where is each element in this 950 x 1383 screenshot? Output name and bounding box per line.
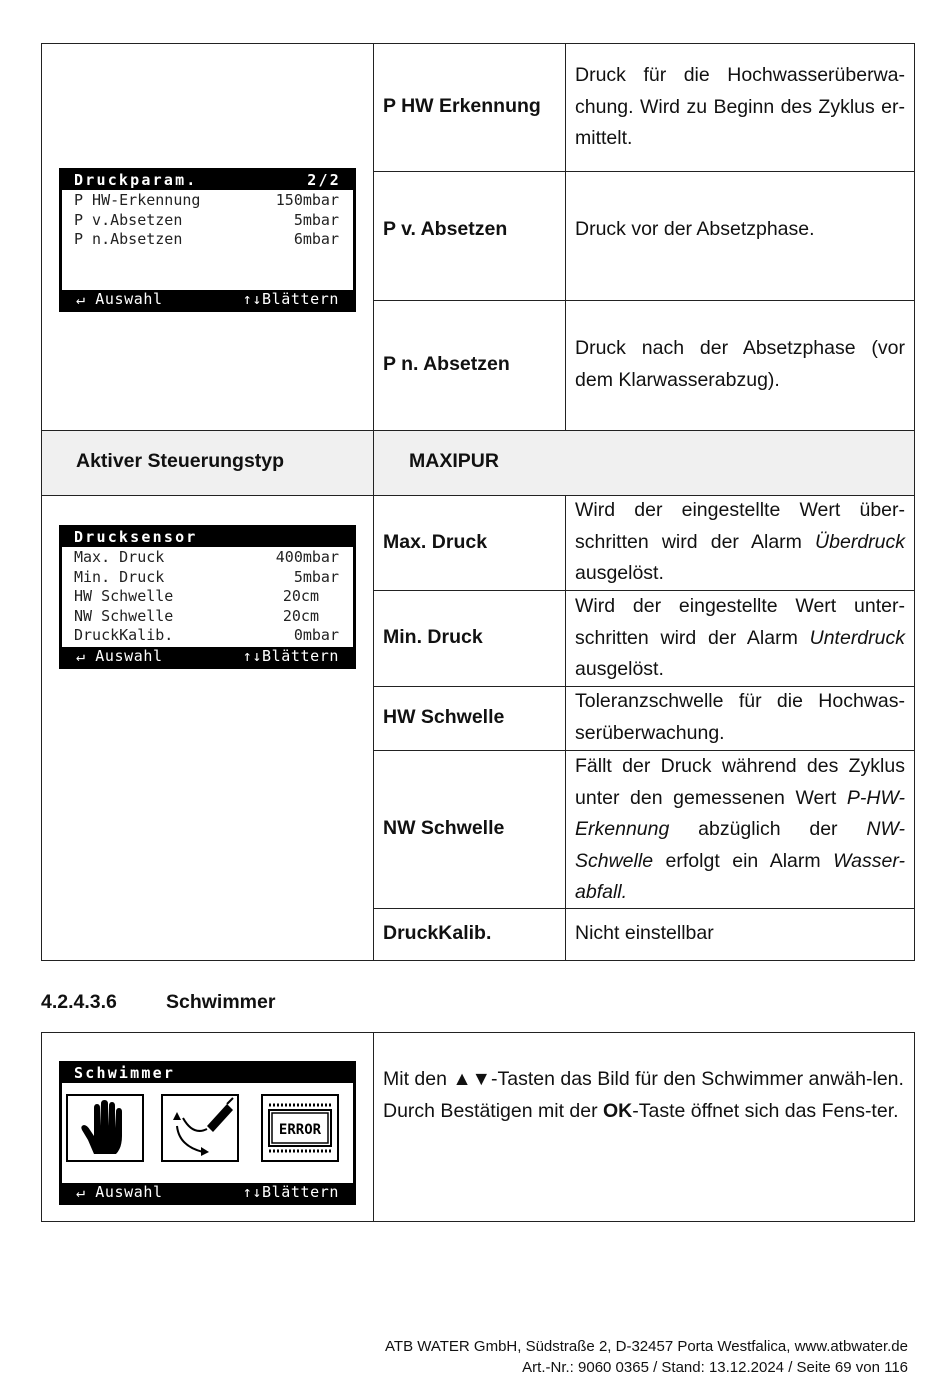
row-label: DruckKalib. (74, 626, 174, 645)
param-desc: Fällt der Druck während des Zyklus unter den gemessenen Wert P-HW-Erkennung abzüglich der NW-Schwelle erfolgt ein Alarm Wasser-abfall. (575, 755, 905, 903)
screen-footer (62, 290, 353, 309)
table-border-bottom (41, 1221, 915, 1222)
row-sep (373, 171, 915, 172)
screen-footer (62, 1183, 353, 1202)
param-name: P n. Absetzen (383, 353, 510, 375)
footer-select-hint: ↵ Auswahl (76, 290, 163, 308)
col-sep-1 (373, 43, 374, 961)
screen-row (74, 626, 339, 646)
section-number: 4.2.4.3.6 (41, 991, 117, 1013)
screen-row (74, 191, 339, 211)
screen-row (74, 568, 339, 588)
param-desc: Toleranzschwelle für die Hochwas-serüberwachung. (575, 690, 905, 744)
description-line-1: Mit den ▲▼-Tasten das Bild für den Schwimmer anwäh-len. (383, 1068, 904, 1090)
screen-row (74, 230, 339, 250)
section-title: Schwimmer (166, 991, 276, 1013)
row-value: 5mbar (293, 210, 339, 229)
steuerungstyp-label: Aktiver Steuerungstyp (76, 450, 285, 472)
screen-header (62, 1064, 353, 1083)
table-border-top (41, 1032, 915, 1033)
row-label: Min. Druck (74, 567, 165, 586)
screen-title: Druckparam. (74, 171, 198, 189)
row-label: HW Schwelle (74, 587, 174, 606)
table-border-top (41, 43, 915, 44)
param-name: Min. Druck (383, 626, 483, 648)
error-label: ERROR (278, 1122, 322, 1138)
schwimmer-screen (59, 1061, 356, 1205)
table-border-left (41, 43, 42, 961)
screen-footer (62, 647, 353, 666)
row-label: NW Schwelle (74, 606, 174, 625)
row-value: 0mbar (293, 626, 339, 645)
screen-page: 2/2 (307, 171, 341, 189)
row-value: 20cm (282, 587, 319, 606)
screen-title: Drucksensor (74, 528, 198, 546)
row-value: 6mbar (293, 230, 339, 249)
param-desc: Wird der eingestellte Wert unter-schritten wird der Alarm Unterdruck ausgelöst. (575, 595, 905, 680)
col-sep-2a (565, 43, 566, 431)
param-desc: Druck nach der Absetzphase (vor dem Klarwasserabzug). (575, 337, 905, 391)
footer-page-info: Art.-Nr.: 9060 0365 / Stand: 13.12.2024 / Seite 69 von 116 (522, 1359, 908, 1376)
screen-title: Schwimmer (74, 1064, 176, 1082)
row-label: P v.Absetzen (74, 210, 183, 229)
screen-row (74, 607, 319, 627)
drucksensor-screen (59, 525, 356, 669)
param-name: DruckKalib. (383, 922, 492, 944)
row-value: 5mbar (293, 567, 339, 586)
error-icon (261, 1094, 339, 1162)
row-sep (373, 300, 915, 301)
param-desc: Druck vor der Absetzphase. (575, 218, 815, 240)
steuerungstyp-value: MAXIPUR (409, 450, 499, 472)
druckparam-screen (59, 168, 356, 312)
row-value: 150mbar (275, 191, 339, 209)
param-desc: Nicht einstellbar (575, 922, 714, 944)
row-sep (41, 430, 915, 431)
row-label: Max. Druck (74, 548, 165, 566)
row-value: 400mbar (275, 548, 339, 566)
col-sep-2b (565, 495, 566, 961)
table-border-bottom (41, 960, 915, 961)
footer-select-hint: ↵ Auswahl (76, 647, 163, 665)
col-sep-1 (373, 1032, 374, 1222)
footer-scroll-hint: ↑↓Blättern (242, 647, 339, 665)
schwimmer-description (383, 1064, 905, 1127)
param-desc: Druck für die Hochwasserüberwa-chung. Wird zu Beginn des Zyklus er-mittelt. (575, 64, 905, 149)
footer-scroll-hint: ↑↓Blättern (242, 290, 339, 308)
param-name: P v. Absetzen (383, 218, 508, 240)
param-name: P HW Erkennung (383, 95, 541, 117)
arrow-keys-icon: ▲▼ (452, 1068, 491, 1090)
description-line-2: Durch Bestätigen mit der OK-Taste öffnet sich das Fens-ter. (383, 1099, 899, 1122)
footer-company: ATB WATER GmbH, Südstraße 2, D-32457 Porta Westfalica, www.atbwater.de (385, 1338, 908, 1355)
hand-stop-icon (66, 1094, 144, 1162)
param-name: HW Schwelle (383, 706, 505, 728)
footer-scroll-hint: ↑↓Blättern (242, 1183, 339, 1201)
page-footer (385, 1336, 908, 1378)
row-label: P HW-Erkennung (74, 191, 201, 209)
screen-row (74, 548, 339, 568)
table-border-right (914, 43, 915, 961)
param-name: Max. Druck (383, 531, 488, 553)
screen-header (62, 171, 353, 190)
row-value: 20cm (282, 606, 319, 625)
float-switch-icon (161, 1094, 239, 1162)
footer-select-hint: ↵ Auswahl (76, 1183, 163, 1201)
screen-row (74, 211, 339, 231)
screen-header (62, 528, 353, 547)
param-desc: Wird der eingestellte Wert über-schritten wird der Alarm Überdruck ausgelöst. (575, 499, 905, 584)
table-border-right (914, 1032, 915, 1222)
param-name: NW Schwelle (383, 817, 505, 839)
screen-row (74, 587, 319, 607)
table-border-left (41, 1032, 42, 1222)
row-label: P n.Absetzen (74, 230, 183, 249)
